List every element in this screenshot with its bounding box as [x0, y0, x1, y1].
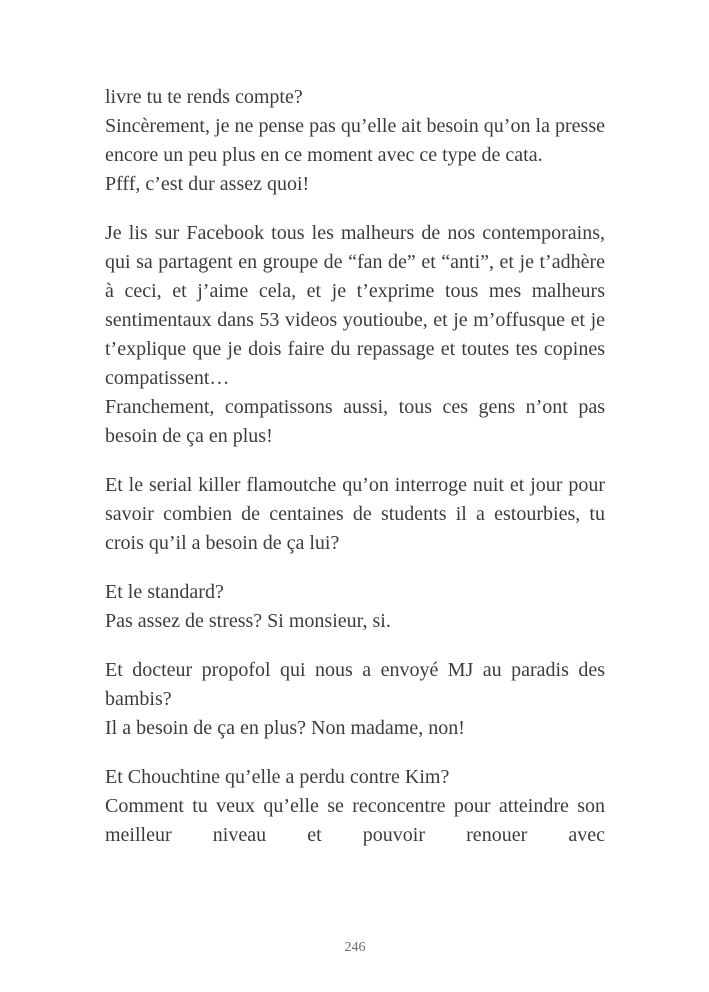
paragraph: Pas assez de stress? Si monsieur, si.	[105, 610, 391, 632]
paragraph: Il a besoin de ça en plus? Non madame, non!	[105, 717, 465, 739]
paragraph-block	[105, 219, 605, 451]
paragraph: Je lis sur Facebook tous les malheurs de nos contemporains, qui sa partagent en groupe de “fan de” et “anti”, et je t’adhère à ceci, et j’aime cela, et je t’exprime tous mes malheurs sentimentaux dans 53 videos youtioube, et je m’offusque et je t’explique que je dois faire du repassage et toutes tes copines compatissent…	[105, 222, 605, 389]
paragraph: Pfff, c’est dur assez quoi!	[105, 173, 310, 195]
paragraph: Et le serial killer flamoutche qu’on interroge nuit et jour pour savoir combien de centaines de students il a estourbies, tu crois qu’il a besoin de ça lui?	[105, 474, 605, 554]
paragraph-block	[105, 83, 605, 199]
paragraph: Sincèrement, je ne pense pas qu’elle ait besoin qu’on la presse encore un peu plus en ce moment avec ce type de cata.	[105, 115, 605, 166]
paragraph: Comment tu veux qu’elle se reconcentre pour atteindre son meilleur niveau et pouvoir renouer avec	[105, 795, 605, 846]
paragraph-block	[105, 471, 605, 558]
paragraph-block	[105, 578, 605, 636]
paragraph: Franchement, compatissons aussi, tous ces gens n’ont pas besoin de ça en plus!	[105, 396, 605, 447]
paragraph: Et Chouchtine qu’elle a perdu contre Kim?	[105, 766, 450, 788]
page-text	[105, 83, 605, 850]
paragraph: livre tu te rends compte?	[105, 86, 303, 108]
page-number: 246	[344, 940, 366, 955]
paragraph-block	[105, 656, 605, 743]
paragraph: Et docteur propofol qui nous a envoyé MJ au paradis des bambis?	[105, 659, 605, 710]
paragraph-block	[105, 763, 605, 850]
paragraph: Et le standard?	[105, 581, 224, 603]
